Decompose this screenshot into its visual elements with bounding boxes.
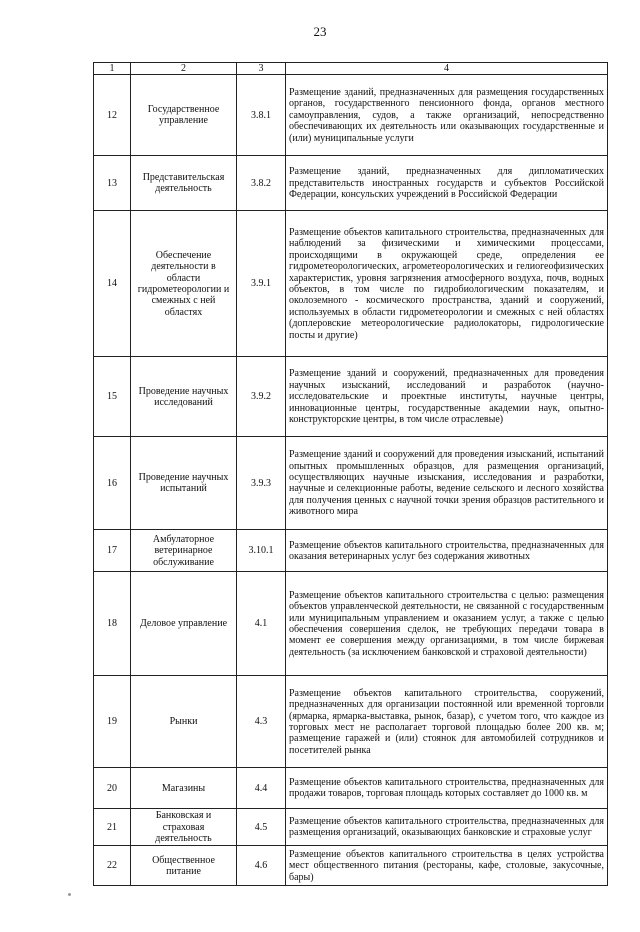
use-code: 4.5 (237, 809, 286, 846)
use-description: Размещение объектов капитального строительства, предназначенных для размещения организаций, оказывающих банковские и страховые услуг (286, 809, 608, 846)
row-number: 21 (94, 809, 131, 846)
use-code: 4.3 (237, 676, 286, 768)
row-number: 18 (94, 572, 131, 676)
table-row (94, 572, 608, 676)
use-name: Проведение научных испытаний (131, 437, 237, 530)
table-row (94, 530, 608, 572)
use-name: Рынки (131, 676, 237, 768)
use-name: Проведение научных исследований (131, 357, 237, 437)
table-row (94, 846, 608, 886)
page-number: 23 (313, 24, 327, 39)
use-code: 3.8.2 (237, 156, 286, 211)
row-number: 19 (94, 676, 131, 768)
use-name: Обеспечение деятельности в области гидрометеорологии и смежных с ней областях (131, 211, 237, 357)
table-row (94, 768, 608, 809)
use-description: Размещение объектов капитального строительства, сооружений, предназначенных для организации постоянной или временной торговли (ярмарка, ярмарка-выставка, рынок, базар), с учетом того, что каждое из торговых мест не располагает торговой площадью более 200 кв. м; размещение гаражей и (или) стоянок для автомобилей сотрудников и посетителей рынка (286, 676, 608, 768)
table-row (94, 357, 608, 437)
use-description: Размещение объектов капитального строительства с целью: размещения объектов управленческой деятельности, не связанной с государственным или муниципальным управлением и оказанием услуг, а также с целью обеспечения совершения сделок, не требующих передачи товара в момент ее совершения между организациями, в том числе биржевая деятельность (за исключением банковской и страховой деятельности) (286, 572, 608, 676)
use-name: Магазины (131, 768, 237, 809)
use-description: Размещение объектов капитального строительства в целях устройства мест общественного питания (рестораны, кафе, столовые, закусочные, бары) (286, 846, 608, 886)
use-code: 3.10.1 (237, 530, 286, 572)
header-cell: 3 (237, 63, 286, 75)
table-header-row (94, 63, 608, 75)
table-row (94, 437, 608, 530)
table-row (94, 75, 608, 156)
table-row (94, 809, 608, 846)
use-name: Деловое управление (131, 572, 237, 676)
header-cell: 4 (286, 63, 608, 75)
table-row (94, 676, 608, 768)
use-code: 3.9.2 (237, 357, 286, 437)
use-description: Размещение зданий, предназначенных для дипломатических представительств иностранных государств и субъектов Российской Федерации, консульских учреждений в Российской Федерации (286, 156, 608, 211)
scan-speck (68, 893, 71, 896)
use-code: 3.9.1 (237, 211, 286, 357)
row-number: 20 (94, 768, 131, 809)
use-name: Представительская деятельность (131, 156, 237, 211)
use-description: Размещение зданий и сооружений, предназначенных для проведения научных изысканий, исследований и разработок (научно-исследовательские и проектные институты, научные центры, инновационные центры, государственные академии наук, опытно-конструкторские центры, в том числе отраслевые) (286, 357, 608, 437)
row-number: 15 (94, 357, 131, 437)
header-cell: 2 (131, 63, 237, 75)
row-number: 14 (94, 211, 131, 357)
row-number: 17 (94, 530, 131, 572)
row-number: 16 (94, 437, 131, 530)
header-cell: 1 (94, 63, 131, 75)
use-description: Размещение объектов капитального строительства, предназначенных для продажи товаров, торговая площадь которых составляет до 1000 кв. м (286, 768, 608, 809)
use-code: 4.6 (237, 846, 286, 886)
use-name: Амбулаторное ветеринарное обслуживание (131, 530, 237, 572)
row-number: 13 (94, 156, 131, 211)
use-description: Размещение зданий и сооружений для проведения изысканий, испытаний опытных промышленных образцов, для размещения организаций, осуществляющих научные изыскания, исследования и разработки, научные и селекционные работы, ведение сельского и лесного хозяйства для получения ценных с научной точки зрения образцов растительного и животного мира (286, 437, 608, 530)
use-description: Размещение зданий, предназначенных для размещения государственных органов, государственного пенсионного фонда, органов местного самоуправления, судов, а также организаций, непосредственно обеспечивающих их деятельность или оказывающих государственные и (или) муниципальные услуги (286, 75, 608, 156)
table-row (94, 156, 608, 211)
use-name: Банковская и страховая деятельность (131, 809, 237, 846)
row-number: 22 (94, 846, 131, 886)
use-description: Размещение объектов капитального строительства, предназначенных для оказания ветеринарных услуг без содержания животных (286, 530, 608, 572)
use-name: Общественное питание (131, 846, 237, 886)
table-row (94, 211, 608, 357)
land-use-table (93, 62, 608, 886)
use-code: 4.1 (237, 572, 286, 676)
use-description: Размещение объектов капитального строительства, предназначенных для наблюдений за физическими и химическими процессами, происходящими в окружающей среде, определения ее гидрометеорологических, агрометеорологических и гелиогеофизических характеристик, уровня загрязнения атмосферного воздуха, почв, водных объектов, в том числе по гидробиологическим показателям, и околоземного - космического пространства, зданий и сооружений, используемых в области гидрометеорологии и смежных с ней областях (доплеровские метеорологические радиолокаторы, гидрологические посты и другие) (286, 211, 608, 357)
use-name: Государственное управление (131, 75, 237, 156)
row-number: 12 (94, 75, 131, 156)
use-code: 3.8.1 (237, 75, 286, 156)
use-code: 3.9.3 (237, 437, 286, 530)
use-code: 4.4 (237, 768, 286, 809)
